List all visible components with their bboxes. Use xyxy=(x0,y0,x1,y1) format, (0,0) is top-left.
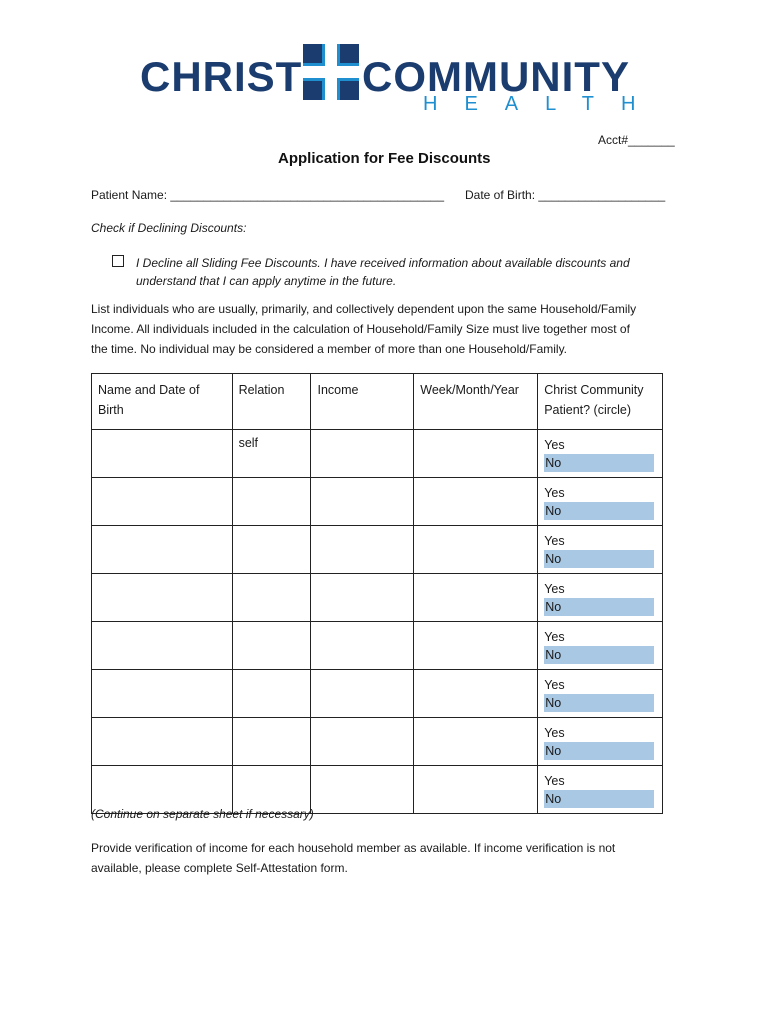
table-header-row xyxy=(92,374,663,430)
no-option[interactable]: No xyxy=(544,454,654,472)
decline-statement-line1: I Decline all Sliding Fee Discounts. I have received information about available discounts and xyxy=(136,256,630,270)
instructions-line2: Income. All individuals included in the calculation of Household/Family Size must live together most of xyxy=(91,322,630,336)
no-option[interactable]: No xyxy=(544,550,654,568)
yes-option[interactable]: Yes xyxy=(544,774,565,788)
relation-cell[interactable]: self xyxy=(232,430,311,478)
period-cell[interactable] xyxy=(414,718,538,766)
name-cell[interactable] xyxy=(92,622,233,670)
logo-word-health: HEALTH xyxy=(423,93,663,115)
continue-note: (Continue on separate sheet if necessary) xyxy=(91,807,314,821)
decline-statement-line2: understand that I can apply anytime in the future. xyxy=(136,274,397,288)
income-cell[interactable] xyxy=(311,526,414,574)
income-cell[interactable] xyxy=(311,766,414,814)
instructions-line1: List individuals who are usually, primarily, and collectively dependent upon the same Household/Family xyxy=(91,302,637,316)
yes-option[interactable]: Yes xyxy=(544,726,565,740)
header-income: Income xyxy=(311,374,414,430)
yes-option[interactable]: Yes xyxy=(544,630,565,644)
logo-word-christ: CHRIST xyxy=(140,53,303,100)
period-cell[interactable] xyxy=(414,622,538,670)
relation-cell[interactable] xyxy=(232,478,311,526)
name-cell[interactable] xyxy=(92,574,233,622)
income-cell[interactable] xyxy=(311,670,414,718)
period-cell[interactable] xyxy=(414,670,538,718)
instructions-line3: the time. No individual may be considered a member of more than one Household/Family. xyxy=(91,342,568,356)
page-title: Application for Fee Discounts xyxy=(278,150,491,167)
yes-option[interactable]: Yes xyxy=(544,486,565,500)
no-option[interactable]: No xyxy=(544,646,654,664)
verification-line2: available, please complete Self-Attestation form. xyxy=(91,861,348,875)
no-option[interactable]: No xyxy=(544,598,654,616)
name-cell[interactable] xyxy=(92,670,233,718)
decline-statement xyxy=(136,254,630,290)
decline-checkbox[interactable] xyxy=(112,255,124,267)
income-cell[interactable] xyxy=(311,718,414,766)
verification-note xyxy=(91,838,615,878)
patient-cell xyxy=(538,718,663,766)
verification-line1: Provide verification of income for each household member as available. If income verification is not xyxy=(91,841,616,855)
table-row xyxy=(92,622,663,670)
table-row xyxy=(92,430,663,478)
date-of-birth-field[interactable]: Date of Birth: ___________________ xyxy=(465,188,666,202)
relation-cell[interactable] xyxy=(232,574,311,622)
table-row xyxy=(92,574,663,622)
patient-cell xyxy=(538,622,663,670)
header-name: Name and Date of Birth xyxy=(92,374,233,430)
yes-option[interactable]: Yes xyxy=(544,534,565,548)
instructions xyxy=(91,299,636,359)
logo-cross-icon xyxy=(303,44,359,100)
no-option[interactable]: No xyxy=(544,790,654,808)
period-cell[interactable] xyxy=(414,430,538,478)
income-cell[interactable] xyxy=(311,574,414,622)
income-cell[interactable] xyxy=(311,478,414,526)
name-cell[interactable] xyxy=(92,718,233,766)
relation-cell[interactable] xyxy=(232,718,311,766)
patient-cell xyxy=(538,526,663,574)
no-option[interactable]: No xyxy=(544,502,654,520)
header-period: Week/Month/Year xyxy=(414,374,538,430)
table-row xyxy=(92,670,663,718)
period-cell[interactable] xyxy=(414,478,538,526)
logo-word-community: COMMUNITY xyxy=(362,53,630,100)
household-table xyxy=(91,373,663,814)
patient-name-field[interactable]: Patient Name: _________________________________________ xyxy=(91,188,444,202)
patient-cell xyxy=(538,766,663,814)
relation-cell[interactable] xyxy=(232,526,311,574)
acct-label: Acct#_______ xyxy=(598,133,675,147)
no-option[interactable]: No xyxy=(544,742,654,760)
period-cell[interactable] xyxy=(414,574,538,622)
name-cell[interactable] xyxy=(92,430,233,478)
relation-cell[interactable] xyxy=(232,622,311,670)
table-row xyxy=(92,718,663,766)
patient-cell xyxy=(538,574,663,622)
income-cell[interactable] xyxy=(311,622,414,670)
logo xyxy=(140,44,663,115)
name-cell[interactable] xyxy=(92,478,233,526)
name-cell[interactable] xyxy=(92,526,233,574)
period-cell[interactable] xyxy=(414,526,538,574)
yes-option[interactable]: Yes xyxy=(544,438,565,452)
patient-cell xyxy=(538,478,663,526)
table-row xyxy=(92,526,663,574)
relation-cell[interactable] xyxy=(232,670,311,718)
patient-cell xyxy=(538,430,663,478)
patient-cell xyxy=(538,670,663,718)
no-option[interactable]: No xyxy=(544,694,654,712)
period-cell[interactable] xyxy=(414,766,538,814)
check-heading: Check if Declining Discounts: xyxy=(91,221,247,235)
income-cell[interactable] xyxy=(311,430,414,478)
yes-option[interactable]: Yes xyxy=(544,678,565,692)
table-row xyxy=(92,478,663,526)
header-relation: Relation xyxy=(232,374,311,430)
header-patient: Christ Community Patient? (circle) xyxy=(538,374,663,430)
yes-option[interactable]: Yes xyxy=(544,582,565,596)
